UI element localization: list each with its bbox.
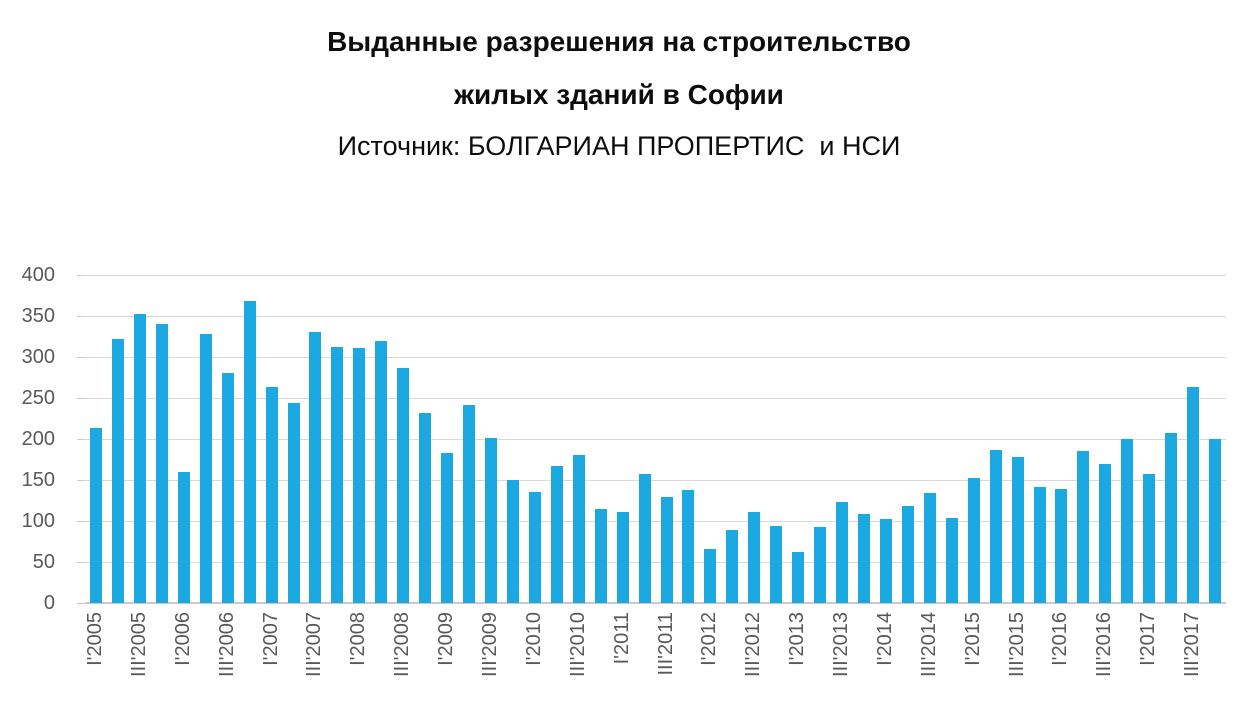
x-tick-label: III'2013 xyxy=(830,612,852,677)
x-tick-label: III'2008 xyxy=(391,612,414,677)
y-tick-label: 300 xyxy=(21,346,55,368)
x-tick-label: III'2010 xyxy=(566,612,589,677)
y-tick-label: 50 xyxy=(32,551,55,573)
bar-III'2009 xyxy=(485,438,497,603)
bar-I'2016 xyxy=(1055,489,1067,603)
bar-IV'2009 xyxy=(507,480,519,603)
y-axis-tick xyxy=(77,603,85,604)
bar-III'2015 xyxy=(1012,457,1024,603)
y-axis-tick xyxy=(77,316,85,317)
x-tick-label: I'2010 xyxy=(522,612,545,666)
bar-I'2012 xyxy=(704,549,716,603)
bar-IV'2010 xyxy=(595,509,607,603)
bar-IV'2007 xyxy=(331,347,343,603)
x-tick-label: III'2014 xyxy=(917,612,940,677)
y-axis-tick xyxy=(77,275,85,276)
x-tick-label: I'2007 xyxy=(259,612,282,666)
bar-IV'2005 xyxy=(156,324,168,603)
bar-I'2005 xyxy=(90,428,102,604)
x-tick-label: III'2005 xyxy=(127,612,150,677)
y-tick-label: 100 xyxy=(21,510,55,532)
bar-II'2012 xyxy=(726,530,738,603)
bar-III'2005 xyxy=(134,314,146,603)
bar-II'2010 xyxy=(551,466,563,603)
plot-area xyxy=(21,264,1226,614)
gridline xyxy=(85,316,1226,317)
x-tick-label: III'2012 xyxy=(742,612,765,677)
bar-III'2010 xyxy=(573,455,585,603)
x-tick-label: I'2012 xyxy=(698,612,721,666)
gridline xyxy=(85,398,1226,399)
x-tick-label: III'2007 xyxy=(303,612,326,677)
y-axis-tick xyxy=(77,357,85,358)
x-tick-label: I'2016 xyxy=(1049,612,1072,666)
chart-title-line-1: Выданные разрешения на строительство xyxy=(327,26,911,57)
y-axis-tick xyxy=(77,398,85,399)
bar-III'2016 xyxy=(1099,464,1111,603)
bar-I'2013 xyxy=(792,552,804,603)
bar-I'2009 xyxy=(441,453,453,603)
bar-III'2011 xyxy=(661,497,673,603)
bar-I'2008 xyxy=(353,348,365,603)
bar-I'2007 xyxy=(266,387,278,603)
bar-II'2006 xyxy=(200,334,212,603)
bar-III'2014 xyxy=(924,493,936,603)
bar-III'2012 xyxy=(748,512,760,603)
y-axis-tick xyxy=(77,480,85,481)
bar-IV'2014 xyxy=(946,518,958,603)
y-axis-tick xyxy=(77,439,85,440)
y-axis-tick xyxy=(77,562,85,563)
bar-II'2008 xyxy=(375,341,387,603)
x-tick-label: III'2017 xyxy=(1181,612,1204,677)
bar-III'2006 xyxy=(222,373,234,603)
x-tick-label: III'2016 xyxy=(1093,612,1116,677)
x-tick-label: I'2009 xyxy=(435,612,457,666)
gridline xyxy=(85,480,1226,481)
gridline xyxy=(85,439,1226,440)
bar-IV'2012 xyxy=(770,526,782,603)
bar-II'2017 xyxy=(1165,433,1177,603)
x-tick-label: I'2015 xyxy=(961,612,984,666)
bar-I'2010 xyxy=(529,492,541,604)
y-tick-label: 150 xyxy=(21,469,55,491)
bar-IV'2006 xyxy=(244,301,256,603)
chart-source-line: Источник: БОЛГАРИАН ПРОПЕРТИС и НСИ xyxy=(337,131,901,161)
gridline xyxy=(85,357,1226,358)
y-tick-label: 0 xyxy=(43,592,55,614)
bar-I'2014 xyxy=(880,519,892,603)
bar-II'2005 xyxy=(112,339,124,603)
x-tick-label: I'2013 xyxy=(786,612,809,666)
bar-II'2007 xyxy=(288,403,300,603)
bar-I'2017 xyxy=(1143,474,1155,603)
bar-IV'2013 xyxy=(858,514,870,603)
x-axis-labels xyxy=(85,612,1226,724)
gridline xyxy=(85,275,1226,276)
bar-IV'2011 xyxy=(682,490,694,603)
x-tick-label: III'2009 xyxy=(478,612,501,677)
y-tick-label: 350 xyxy=(21,305,55,327)
bar-II'2014 xyxy=(902,506,914,603)
x-tick-label: III'2011 xyxy=(654,612,677,676)
x-tick-label: III'2006 xyxy=(215,612,238,677)
bar-IV'2016 xyxy=(1121,439,1133,603)
bar-III'2013 xyxy=(836,502,848,603)
x-tick-label: I'2006 xyxy=(171,612,194,666)
x-tick-label: I'2014 xyxy=(873,612,896,666)
bar-IV'2015 xyxy=(1034,487,1046,603)
x-tick-label: I'2017 xyxy=(1137,612,1160,666)
chart-title-line-2: жилых зданий в Софии xyxy=(454,79,784,110)
bar-IV'2008 xyxy=(419,413,431,603)
bar-II'2011 xyxy=(639,474,651,603)
y-tick-label: 200 xyxy=(21,428,55,450)
x-tick-label: I'2011 xyxy=(610,612,633,665)
bar-I'2006 xyxy=(178,472,190,603)
y-tick-label: 400 xyxy=(21,264,55,286)
bar-I'2015 xyxy=(968,478,980,604)
bar-II'2015 xyxy=(990,450,1002,603)
bar-III'2008 xyxy=(397,368,409,603)
bar-I'2011 xyxy=(617,512,629,603)
y-axis-tick xyxy=(77,521,85,522)
bar-III'2017 xyxy=(1187,387,1199,603)
y-tick-label: 250 xyxy=(21,387,55,409)
x-tick-label: III'2015 xyxy=(1005,612,1028,677)
bar-II'2013 xyxy=(814,527,826,603)
x-tick-label: I'2008 xyxy=(347,612,370,666)
bar-III'2007 xyxy=(309,332,321,603)
bar-IV'2017 xyxy=(1209,439,1221,603)
bar-II'2016 xyxy=(1077,451,1089,604)
x-tick-label: I'2005 xyxy=(84,612,106,666)
bar-II'2009 xyxy=(463,405,475,603)
